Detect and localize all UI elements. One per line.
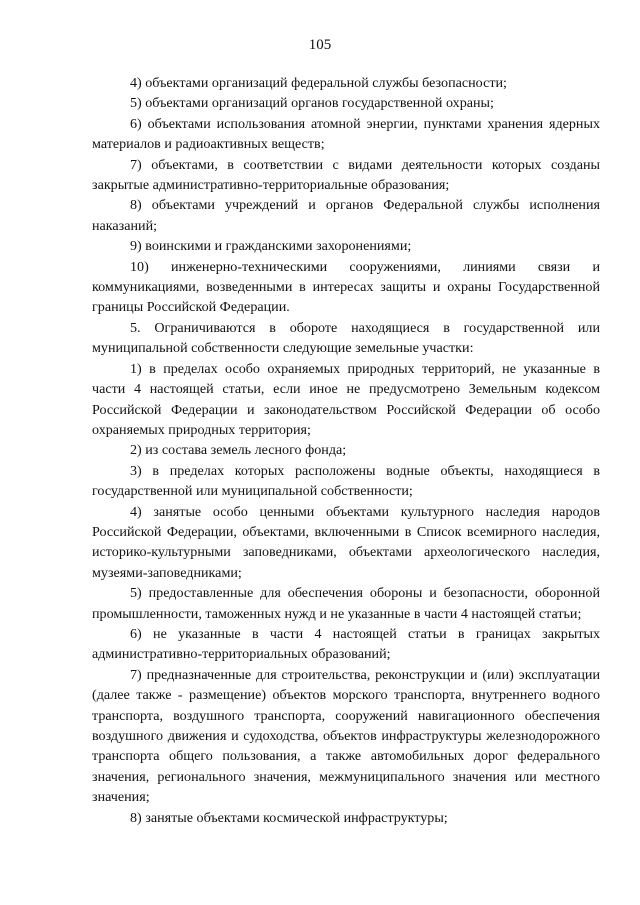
paragraph-item-5: 5) объектами организаций органов государственной охраны; [130,95,494,112]
paragraph-item-6: 6) объектами использования атомной энергии, пунктами хранения ядерных материалов и радиоактивных веществ; [92,115,600,153]
paragraph-subitem-4: 4) занятые особо ценными объектами культурного наследия народов Российской Федерации, объектами, включенными в Список всемирного наследия, историко-культурными заповедниками, объектами археологического наследия, музеями-заповедниками; [92,503,600,581]
paragraph-item-7: 7) объектами, в соответствии с видами деятельности которых созданы закрытые административно-территориальные образования; [92,156,600,194]
paragraph-item-4: 4) объектами организаций федеральной службы безопасности; [130,75,507,91]
paragraph-item-9: 9) воинскими и гражданскими захоронениями; [130,238,412,255]
paragraph-clause-5: 5. Ограничиваются в обороте находящиеся в государственной или муниципальной собственности следующие земельные участки: [92,319,600,357]
page-number: 105 [308,37,332,53]
document-body [92,73,600,828]
paragraph-item-10: 10) инженерно-техническими сооружениями, линиями связи и коммуникациями, возведенными в интересах защиты и охраны Государственной границы Российской Федерации. [92,258,600,316]
paragraph-subitem-5: 5) предоставленные для обеспечения обороны и безопасности, оборонной промышленности, таможенных нужд и не указанные в части 4 настоящей статьи; [92,585,600,622]
paragraph-subitem-2: 2) из состава земель лесного фонда; [130,442,347,459]
paragraph-subitem-1: 1) в пределах особо охраняемых природных территорий, не указанные в части 4 настоящей статьи, если иное не предусмотрено Земельным кодексом Российской Федерации и законодательством Российской Федерации об особо охраняемых природных территория; [92,360,600,438]
paragraph-subitem-7: 7) предназначенные для строительства, реконструкции и (или) эксплуатации (далее также - размещение) объектов морского транспорта, внутреннего водного транспорта, воздушного транспорта, сооружений навигационного обеспечения воздушного движения и судоходства, объектов инфраструктуры железнодорожного транспорта общего пользования, а также автомобильных дорог федерального значения, регионального значения, межмуниципального значения или местного значения; [92,666,600,806]
paragraph-subitem-3: 3) в пределах которых расположены водные объекты, находящиеся в государственной или муниципальной собственности; [92,462,600,500]
paragraph-subitem-8: 8) занятые объектами космической инфраструктуры; [130,809,448,826]
paragraph-item-8: 8) объектами учреждений и органов Федеральной службы исполнения наказаний; [92,197,600,234]
paragraph-subitem-6: 6) не указанные в части 4 настоящей статьи в границах закрытых административно-территориальных образований; [92,625,600,663]
